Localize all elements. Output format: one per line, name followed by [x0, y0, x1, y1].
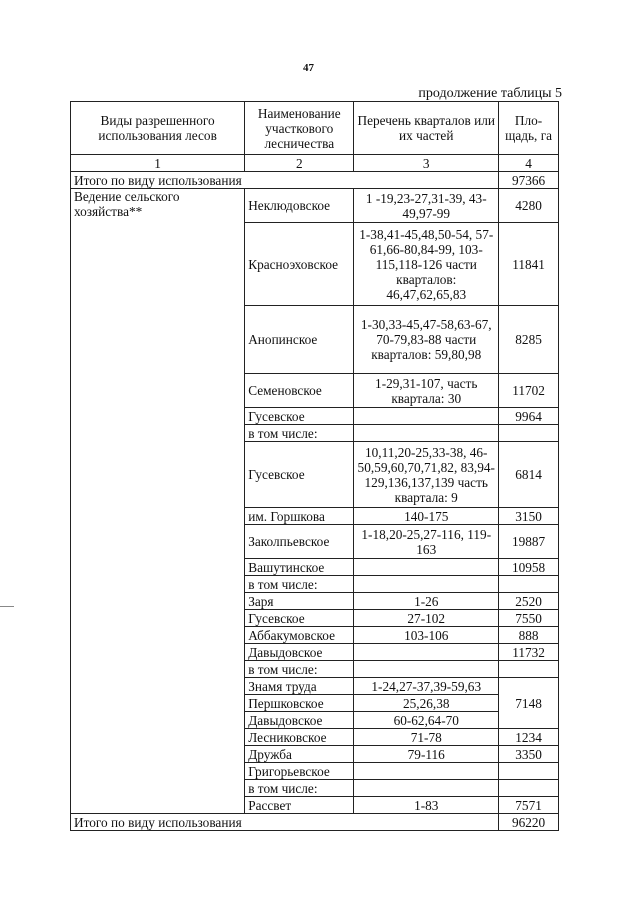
area-value: 1234: [499, 729, 559, 746]
total-area: 97366: [499, 172, 559, 189]
quarters-list: 25,26,38: [354, 695, 499, 712]
area-value: 4280: [499, 189, 559, 223]
quarters-list: [354, 780, 499, 797]
quarters-list: 1-26: [354, 593, 499, 610]
area-value: 6814: [499, 442, 559, 508]
column-number: 3: [354, 155, 499, 172]
forestry-name: Дружба: [245, 746, 354, 763]
forestry-name: Неклюдовское: [245, 189, 354, 223]
area-value: 19887: [499, 525, 559, 559]
quarters-list: [354, 425, 499, 442]
quarters-list: 140-175: [354, 508, 499, 525]
forestry-name: Красноэховское: [245, 223, 354, 306]
including-label: в том числе:: [245, 576, 354, 593]
forestry-name: Заря: [245, 593, 354, 610]
forestry-name: Аббакумовское: [245, 627, 354, 644]
area-value-merged: 7148: [499, 678, 559, 729]
quarters-list: [354, 559, 499, 576]
forestry-name: Семеновское: [245, 374, 354, 408]
area-value: [499, 576, 559, 593]
table-continuation-caption: продолжение таблицы 5: [418, 86, 562, 101]
column-number: 2: [245, 155, 354, 172]
forestry-name: Давыдовское: [245, 712, 354, 729]
quarters-list: 103-106: [354, 627, 499, 644]
column-number: 4: [499, 155, 559, 172]
total-label: Итого по виду использования: [71, 814, 499, 831]
including-label: в том числе:: [245, 661, 354, 678]
total-row-top: [71, 172, 559, 189]
quarters-list: [354, 661, 499, 678]
quarters-list: 10,11,20-25,33-38, 46-50,59,60,70,71,82, 83,94-129,136,137,139 часть квартала: 9: [354, 442, 499, 508]
quarters-list: 1-29,31-107, часть квартала: 30: [354, 374, 499, 408]
quarters-list: [354, 576, 499, 593]
quarters-list: 79-116: [354, 746, 499, 763]
quarters-list: 71-78: [354, 729, 499, 746]
quarters-list: 27-102: [354, 610, 499, 627]
forestry-name: Гусевское: [245, 610, 354, 627]
table-header-row: [71, 102, 559, 155]
page-number: 47: [303, 62, 314, 74]
area-value: 3350: [499, 746, 559, 763]
quarters-list: 1-24,27-37,39-59,63: [354, 678, 499, 695]
area-value: [499, 763, 559, 780]
quarters-list: 1-30,33-45,47-58,63-67, 70-79,83-88 части кварталов: 59,80,98: [354, 306, 499, 374]
quarters-list: [354, 408, 499, 425]
area-value: [499, 425, 559, 442]
quarters-list: 1-18,20-25,27-116, 119-163: [354, 525, 499, 559]
forestry-name: Гусевское: [245, 408, 354, 425]
area-value: 11702: [499, 374, 559, 408]
table-row: [71, 189, 559, 223]
margin-mark: [0, 606, 14, 607]
area-value: 11841: [499, 223, 559, 306]
area-value: 2520: [499, 593, 559, 610]
forestry-name: Давыдовское: [245, 644, 354, 661]
total-label: Итого по виду использования: [71, 172, 499, 189]
forestry-name: Анопинское: [245, 306, 354, 374]
area-value: [499, 780, 559, 797]
use-type-cell: Ведение сельского хозяйства**: [71, 189, 245, 814]
forest-use-table: [70, 101, 559, 831]
quarters-list: 1-83: [354, 797, 499, 814]
column-number: 1: [71, 155, 245, 172]
column-number-row: [71, 155, 559, 172]
including-label: в том числе:: [245, 780, 354, 797]
area-value: 888: [499, 627, 559, 644]
area-value: 7571: [499, 797, 559, 814]
quarters-list: 1 -19,23-27,31-39, 43-49,97-99: [354, 189, 499, 223]
area-value: [499, 661, 559, 678]
including-label: в том числе:: [245, 425, 354, 442]
quarters-list: [354, 763, 499, 780]
area-value: 7550: [499, 610, 559, 627]
forestry-name: Вашутинское: [245, 559, 354, 576]
forestry-name: Заколпьевское: [245, 525, 354, 559]
header-forestry-name: Наименование участкового лесничества: [245, 102, 354, 155]
forestry-name: Рассвет: [245, 797, 354, 814]
forestry-name: Знамя труда: [245, 678, 354, 695]
forestry-name: Першковское: [245, 695, 354, 712]
area-value: 10958: [499, 559, 559, 576]
header-area: Пло-щадь, га: [499, 102, 559, 155]
forestry-name: Григорьевское: [245, 763, 354, 780]
quarters-list: [354, 644, 499, 661]
area-value: 9964: [499, 408, 559, 425]
header-quarters: Перечень кварталов или их частей: [354, 102, 499, 155]
area-value: 11732: [499, 644, 559, 661]
quarters-list: 1-38,41-45,48,50-54, 57-61,66-80,84-99, 103-115,118-126 части кварталов: 46,47,62,65,83: [354, 223, 499, 306]
total-row-bottom: [71, 814, 559, 831]
forestry-name: Лесниковское: [245, 729, 354, 746]
forestry-name: Гусевское: [245, 442, 354, 508]
header-use-type: Виды разрешенного использования лесов: [71, 102, 245, 155]
forestry-name: им. Горшкова: [245, 508, 354, 525]
area-value: 3150: [499, 508, 559, 525]
quarters-list: 60-62,64-70: [354, 712, 499, 729]
total-area: 96220: [499, 814, 559, 831]
area-value: 8285: [499, 306, 559, 374]
